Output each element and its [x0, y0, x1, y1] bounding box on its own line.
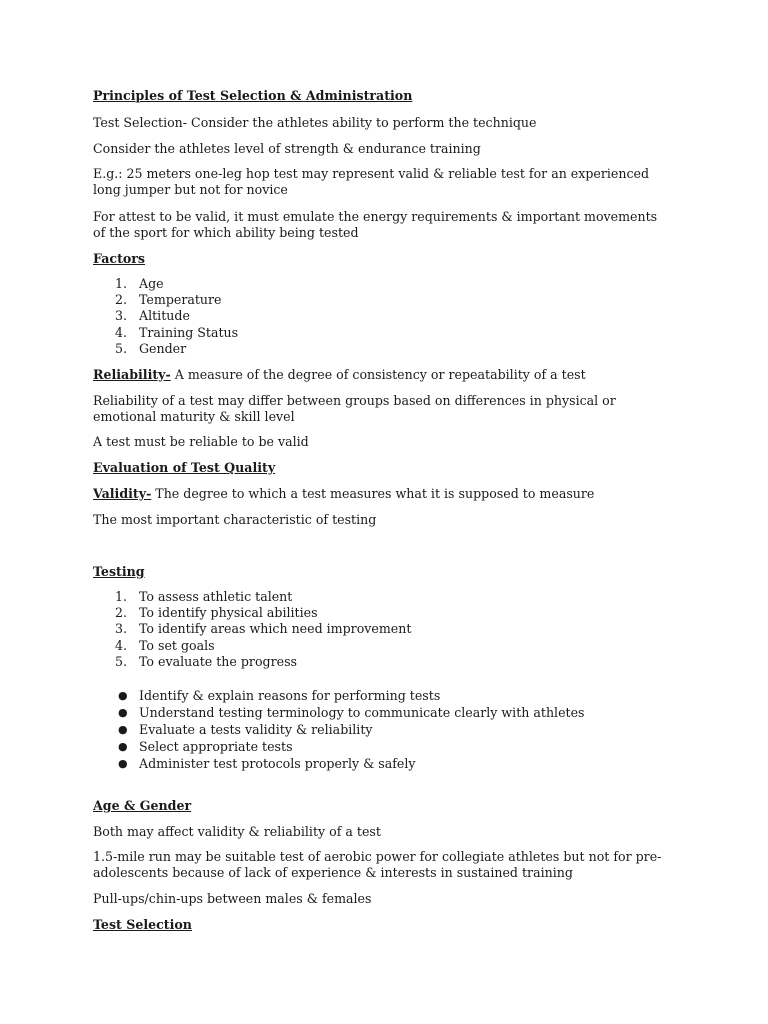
bullet-icon: ● — [118, 723, 128, 736]
age-gender-paragraph-3: Pull-ups/chin-ups between males & females — [93, 891, 372, 906]
list-number: 1. — [115, 589, 128, 604]
list-item-text: Identify & explain reasons for performing tests — [139, 688, 441, 703]
factors-heading: Factors — [93, 251, 146, 266]
list-item — [115, 704, 585, 721]
list-number: 3. — [115, 621, 128, 637]
intro-paragraph-4: For attest to be valid, it must emulate the energy requirements & important movements of the sport for which ability being tested — [93, 209, 658, 240]
list-item — [115, 292, 238, 308]
bullet-icon: ● — [118, 740, 128, 753]
list-item — [115, 589, 411, 605]
age-gender-paragraph-2: 1.5-mile run may be suitable test of aerobic power for collegiate athletes but not for pre-adolescents because of lack of experience & interests in sustained training — [93, 849, 662, 880]
list-item-text: Gender — [139, 340, 187, 356]
list-number: 4. — [115, 637, 128, 653]
list-item — [115, 605, 411, 621]
list-item-text: To identify physical abilities — [139, 605, 318, 621]
list-item-text: To identify areas which need improvement — [139, 621, 412, 637]
list-item — [115, 325, 238, 341]
validity-term: Validity- — [93, 486, 152, 501]
list-item-text: To assess athletic talent — [139, 589, 293, 604]
list-item-text: To set goals — [139, 637, 215, 653]
list-item — [115, 654, 411, 670]
bullet-icon: ● — [118, 706, 128, 719]
list-item-text: Evaluate a tests validity & reliability — [139, 722, 373, 737]
document-title: Principles of Test Selection & Administration — [93, 88, 413, 103]
list-item-text: Understand testing terminology to communicate clearly with athletes — [139, 705, 585, 720]
testing-heading: Testing — [93, 564, 145, 579]
reliability-term: Reliability- — [93, 367, 171, 382]
test-selection-heading: Test Selection — [93, 917, 192, 932]
bullet-icon: ● — [118, 757, 128, 770]
list-number: 2. — [115, 292, 128, 308]
list-number: 5. — [115, 340, 128, 356]
intro-paragraph-2: Consider the athletes level of strength & endurance training — [93, 141, 481, 156]
list-item-text: Administer test protocols properly & safely — [139, 756, 416, 771]
evaluation-heading: Evaluation of Test Quality — [93, 460, 276, 475]
intro-paragraph-1: Test Selection- Consider the athletes ability to perform the technique — [93, 115, 537, 130]
testing-bullets — [115, 687, 585, 772]
list-number: 1. — [115, 276, 128, 291]
list-item — [115, 721, 585, 738]
validity-paragraph-1: The most important characteristic of testing — [93, 512, 377, 527]
age-gender-paragraph-1: Both may affect validity & reliability of a test — [93, 824, 381, 839]
list-number: 3. — [115, 308, 128, 324]
reliability-paragraph-1: Reliability of a test may differ between groups based on differences in physical or emotional maturity & skill level — [93, 393, 616, 424]
reliability-definition — [93, 367, 673, 383]
age-gender-heading: Age & Gender — [93, 798, 192, 813]
factors-list — [115, 276, 238, 357]
list-number: 2. — [115, 605, 128, 621]
intro-paragraph-3: E.g.: 25 meters one-leg hop test may represent valid & reliable test for an experienced long jumper but not for novice — [93, 166, 650, 197]
list-item — [115, 638, 411, 654]
list-item-text: Temperature — [139, 292, 222, 308]
list-item-text: To evaluate the progress — [139, 653, 297, 669]
reliability-definition-text: A measure of the degree of consistency or repeatability of a test — [170, 367, 586, 382]
list-number: 4. — [115, 324, 128, 340]
list-number: 5. — [115, 653, 128, 669]
list-item-text: Age — [139, 276, 164, 291]
testing-list — [115, 589, 411, 670]
list-item — [115, 308, 238, 324]
list-item — [115, 738, 585, 755]
list-item-text: Training Status — [139, 324, 239, 340]
list-item-text: Select appropriate tests — [139, 739, 293, 754]
validity-definition — [93, 486, 673, 502]
list-item — [115, 621, 411, 637]
list-item — [115, 755, 585, 772]
list-item — [115, 276, 238, 292]
validity-definition-text: The degree to which a test measures what it is supposed to measure — [151, 486, 595, 501]
bullet-icon: ● — [118, 689, 128, 702]
list-item-text: Altitude — [139, 308, 190, 324]
reliability-paragraph-2: A test must be reliable to be valid — [93, 434, 309, 449]
list-item — [115, 687, 585, 704]
list-item — [115, 341, 238, 357]
